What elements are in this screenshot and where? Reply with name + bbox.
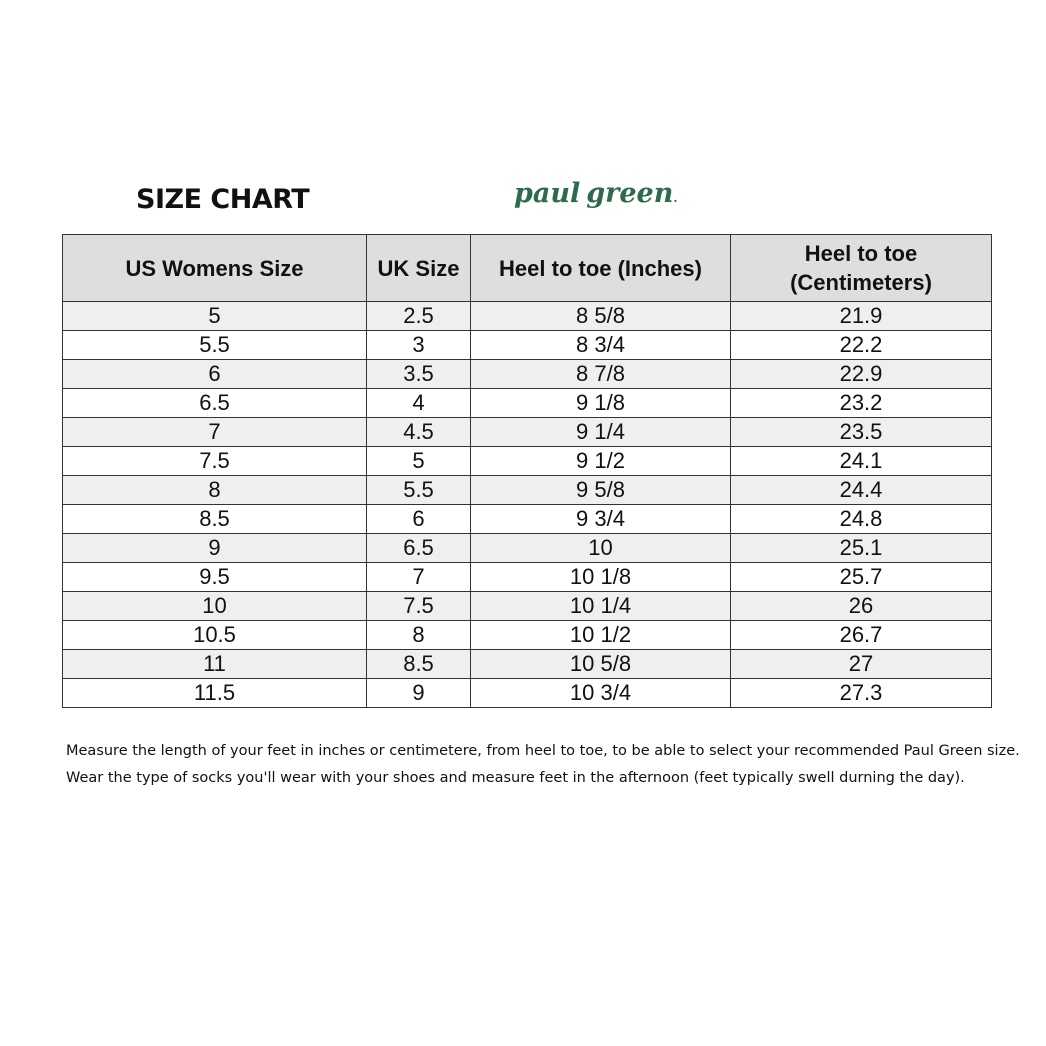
inches-cell: 9 1/4 — [471, 418, 731, 447]
table-row — [63, 621, 992, 650]
table-row — [63, 679, 992, 708]
centimeters-cell: 27.3 — [731, 679, 992, 708]
us-size-cell: 10.5 — [63, 621, 367, 650]
centimeters-cell: 22.2 — [731, 331, 992, 360]
us-size-cell: 11.5 — [63, 679, 367, 708]
page-title: SIZE CHART — [136, 184, 310, 215]
header-us-womens-size: US Womens Size — [63, 235, 367, 302]
inches-cell: 8 3/4 — [471, 331, 731, 360]
table-row — [63, 447, 992, 476]
us-size-cell: 9 — [63, 534, 367, 563]
us-size-cell: 5.5 — [63, 331, 367, 360]
header-heel-to-toe-inches: Heel to toe (Inches) — [471, 235, 731, 302]
uk-size-cell: 5.5 — [367, 476, 471, 505]
uk-size-cell: 9 — [367, 679, 471, 708]
uk-size-cell: 7 — [367, 563, 471, 592]
uk-size-cell: 8 — [367, 621, 471, 650]
us-size-cell: 10 — [63, 592, 367, 621]
note-line: Measure the length of your feet in inches or centimetere, from heel to toe, to be able to select your recommended Paul Green size. — [66, 743, 1020, 759]
uk-size-cell: 7.5 — [367, 592, 471, 621]
us-size-cell: 7 — [63, 418, 367, 447]
inches-cell: 10 1/8 — [471, 563, 731, 592]
inches-cell: 9 1/8 — [471, 389, 731, 418]
table-row — [63, 418, 992, 447]
uk-size-cell: 5 — [367, 447, 471, 476]
us-size-cell: 7.5 — [63, 447, 367, 476]
centimeters-cell: 26.7 — [731, 621, 992, 650]
inches-cell: 10 5/8 — [471, 650, 731, 679]
uk-size-cell: 3 — [367, 331, 471, 360]
uk-size-cell: 8.5 — [367, 650, 471, 679]
inches-cell: 9 5/8 — [471, 476, 731, 505]
table-row — [63, 534, 992, 563]
table-row — [63, 592, 992, 621]
table-row — [63, 476, 992, 505]
table-header-row — [63, 235, 992, 302]
table-body — [63, 302, 992, 708]
size-chart-table — [62, 234, 992, 708]
inches-cell: 10 — [471, 534, 731, 563]
measurement-notes — [66, 738, 1041, 792]
us-size-cell: 5 — [63, 302, 367, 331]
uk-size-cell: 6 — [367, 505, 471, 534]
us-size-cell: 8.5 — [63, 505, 367, 534]
uk-size-cell: 4 — [367, 389, 471, 418]
centimeters-cell: 24.8 — [731, 505, 992, 534]
us-size-cell: 9.5 — [63, 563, 367, 592]
inches-cell: 10 1/2 — [471, 621, 731, 650]
table-row — [63, 650, 992, 679]
inches-cell: 10 1/4 — [471, 592, 731, 621]
brand-logo-word-paul: paul — [514, 178, 581, 209]
uk-size-cell: 6.5 — [367, 534, 471, 563]
centimeters-cell: 26 — [731, 592, 992, 621]
inches-cell: 8 7/8 — [471, 360, 731, 389]
inches-cell: 9 1/2 — [471, 447, 731, 476]
brand-logo-dot: . — [673, 191, 678, 205]
brand-logo — [514, 178, 678, 209]
centimeters-cell: 25.1 — [731, 534, 992, 563]
uk-size-cell: 2.5 — [367, 302, 471, 331]
header-heel-to-toe-centimeters: Heel to toe (Centimeters) — [731, 235, 992, 302]
centimeters-cell: 23.2 — [731, 389, 992, 418]
table-row — [63, 302, 992, 331]
centimeters-cell: 22.9 — [731, 360, 992, 389]
centimeters-cell: 25.7 — [731, 563, 992, 592]
uk-size-cell: 3.5 — [367, 360, 471, 389]
inches-cell: 8 5/8 — [471, 302, 731, 331]
us-size-cell: 8 — [63, 476, 367, 505]
centimeters-cell: 24.1 — [731, 447, 992, 476]
brand-logo-word-green: green — [586, 178, 674, 209]
table-row — [63, 389, 992, 418]
inches-cell: 9 3/4 — [471, 505, 731, 534]
centimeters-cell: 24.4 — [731, 476, 992, 505]
table-row — [63, 505, 992, 534]
centimeters-cell: 23.5 — [731, 418, 992, 447]
header-uk-size: UK Size — [367, 235, 471, 302]
us-size-cell: 6 — [63, 360, 367, 389]
centimeters-cell: 21.9 — [731, 302, 992, 331]
us-size-cell: 6.5 — [63, 389, 367, 418]
table-row — [63, 331, 992, 360]
uk-size-cell: 4.5 — [367, 418, 471, 447]
inches-cell: 10 3/4 — [471, 679, 731, 708]
table-row — [63, 563, 992, 592]
us-size-cell: 11 — [63, 650, 367, 679]
table-row — [63, 360, 992, 389]
centimeters-cell: 27 — [731, 650, 992, 679]
note-line: Wear the type of socks you'll wear with your shoes and measure feet in the afternoon (feet typically swell durning the day). — [66, 770, 965, 786]
